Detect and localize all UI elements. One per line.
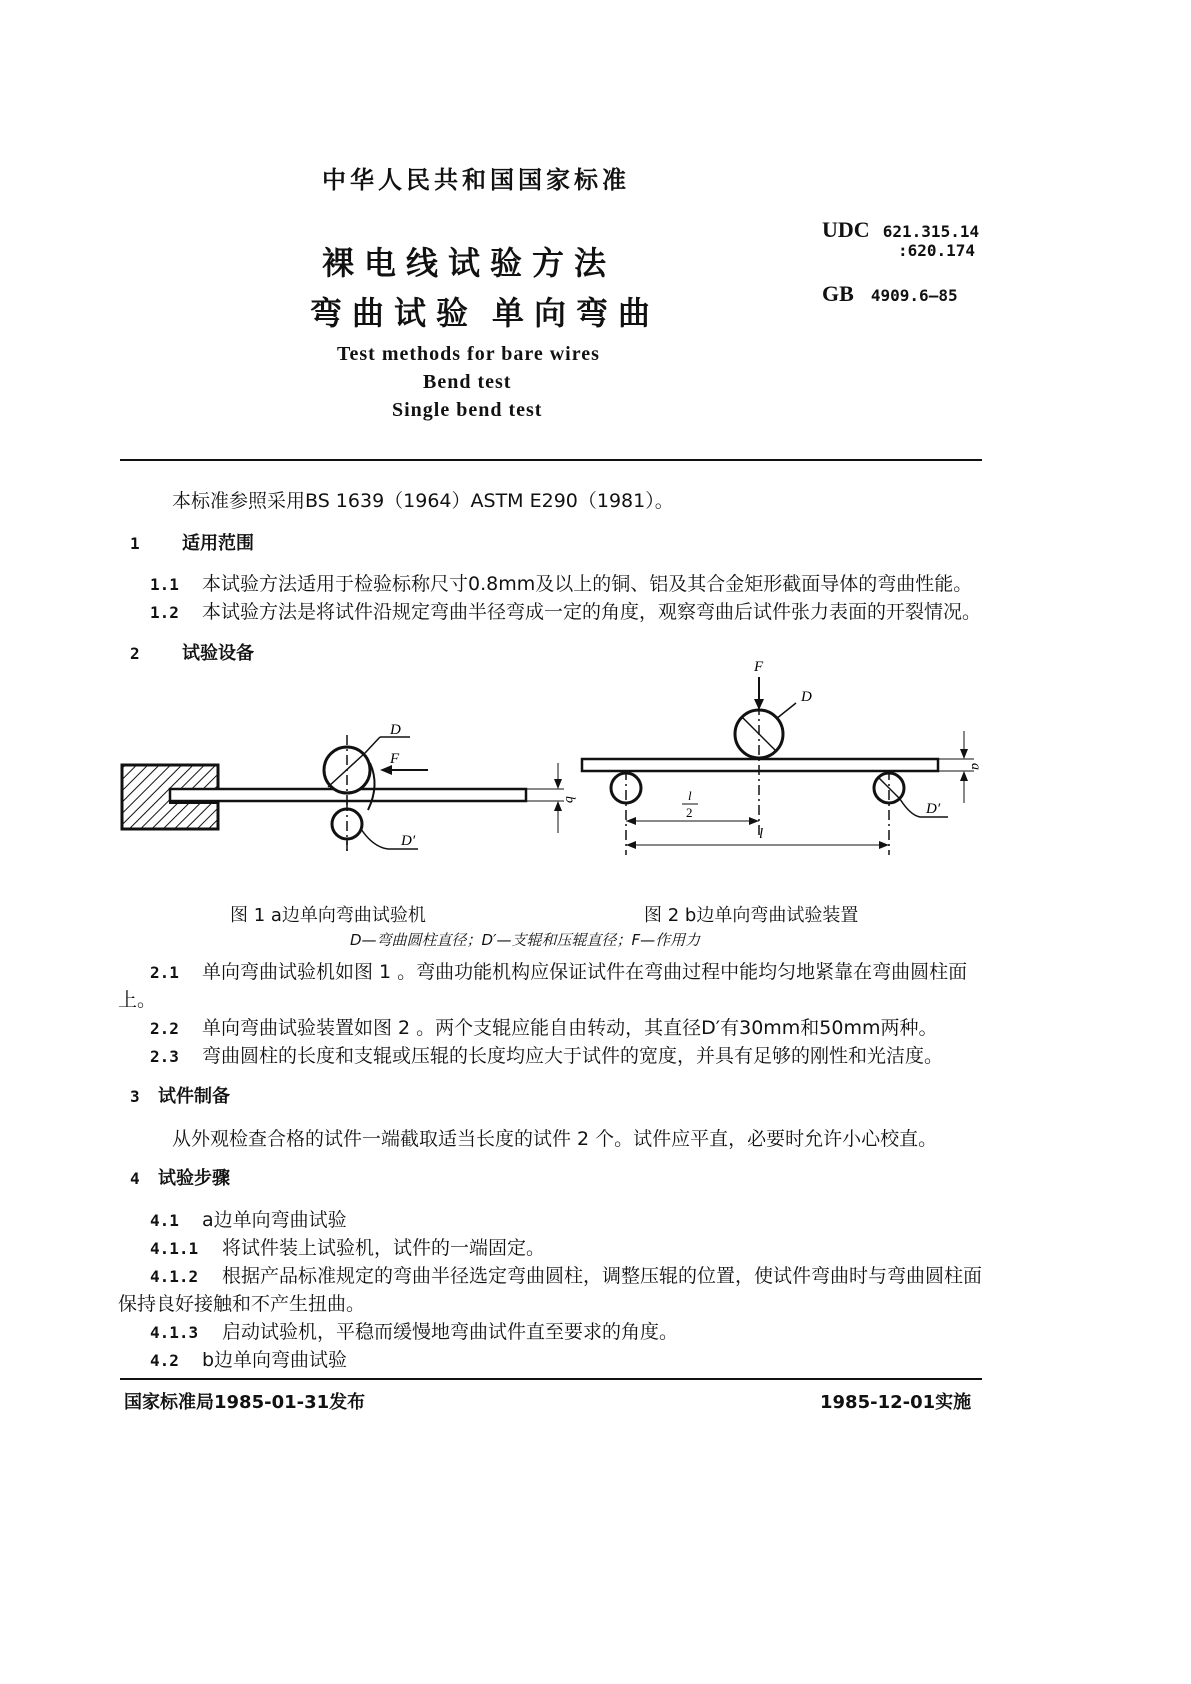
- para-number: 4.1.2: [150, 1267, 199, 1286]
- gb-code: 4909.6—85: [870, 286, 958, 305]
- section-number: 2: [130, 644, 140, 663]
- section-3-text: 从外观检查合格的试件一端截取适当长度的试件 2 个。试件应平直，必要时允许小心校直。: [172, 1128, 938, 1150]
- fig1-label-F: F: [390, 751, 400, 767]
- intro-text: 本标准参照采用BS 1639（1964）ASTM E290（1981）。: [172, 490, 674, 512]
- section-number: 4: [130, 1169, 140, 1188]
- udc-code-2: :620.174: [898, 241, 976, 260]
- fig1-label-D: D: [390, 722, 401, 738]
- published-date: 国家标准局1985-01-31发布: [124, 1392, 366, 1413]
- fig2-label-Dp: D′: [926, 801, 941, 817]
- para-number: 1.1: [150, 575, 179, 594]
- udc-code-1: 621.315.14: [882, 222, 980, 241]
- para-4-1-1: [150, 1233, 545, 1260]
- para-text: b边单向弯曲试验: [202, 1349, 348, 1371]
- para-4-1-2: [150, 1261, 982, 1288]
- para-text: 单向弯曲试验机如图 1 。弯曲功能机构应保证试件在弯曲过程中能均匀地紧靠在弯曲圆柱面: [202, 961, 968, 983]
- fig2-half-l-den: 2: [686, 805, 693, 820]
- section-title: 试验步骤: [158, 1168, 230, 1189]
- para-text: 根据产品标准规定的弯曲半径选定弯曲圆柱，调整压辊的位置，使试件弯曲时与弯曲圆柱面: [222, 1265, 983, 1287]
- title-cn-line2a: 弯曲试验: [310, 294, 479, 332]
- para-number: 4.1.3: [150, 1323, 199, 1342]
- issuer: 中华人民共和国国家标准: [322, 166, 630, 194]
- para-number: 2.2: [150, 1019, 179, 1038]
- section-1-heading: [130, 529, 254, 555]
- figure-2-diagram: [576, 655, 996, 865]
- fig1-label-b: b: [562, 796, 577, 803]
- figure-1-caption: 图 1 a边单向弯曲试验机: [230, 905, 426, 926]
- section-2-heading: [130, 639, 254, 665]
- fig2-label-l: l: [759, 826, 764, 842]
- title-en-2: Bend test: [423, 371, 512, 393]
- para-2-1: [150, 957, 967, 984]
- fig2-label-a: a: [968, 763, 983, 770]
- title-cn-line2b: 单向弯曲: [492, 294, 661, 332]
- para-2-1-cont: 上。: [118, 989, 157, 1011]
- para-text: 启动试验机，平稳而缓慢地弯曲试件直至要求的角度。: [222, 1321, 679, 1343]
- para-2-2: [150, 1013, 938, 1040]
- section-number: 1: [130, 534, 140, 553]
- para-text: 弯曲圆柱的长度和支辊或压辊的长度均应大于试件的宽度，并具有足够的刚性和光洁度。: [202, 1045, 944, 1067]
- section-title: 适用范围: [182, 533, 254, 554]
- para-number: 1.2: [150, 603, 179, 622]
- para-4-1-2-cont: 保持良好接触和不产生扭曲。: [118, 1293, 366, 1315]
- para-2-3: [150, 1041, 943, 1068]
- specimen: [582, 759, 938, 771]
- para-text: 将试件装上试验机，试件的一端固定。: [222, 1237, 546, 1259]
- para-number: 4.1.1: [150, 1239, 199, 1258]
- para-number: 4.1: [150, 1211, 179, 1230]
- section-number: 3: [130, 1087, 140, 1106]
- para-number: 4.2: [150, 1351, 179, 1370]
- para-1-2: [150, 597, 981, 624]
- figure-2-caption: 图 2 b边单向弯曲试验装置: [644, 905, 859, 926]
- para-1-1: [150, 569, 972, 596]
- title-cn-line1: 裸电线试验方法: [322, 244, 617, 282]
- para-text: 单向弯曲试验装置如图 2 。两个支辊应能自由转动，其直径D′有30mm和50mm两种。: [202, 1017, 938, 1039]
- title-en-3: Single bend test: [392, 399, 543, 421]
- footer-rule: [120, 1378, 982, 1380]
- section-title: 试验设备: [182, 643, 254, 664]
- fig1-label-Dp: D′: [401, 833, 416, 849]
- figure-legend: D—弯曲圆柱直径；D′—支辊和压辊直径；F—作用力: [350, 931, 701, 949]
- para-number: 2.1: [150, 963, 179, 982]
- para-4-2: [150, 1345, 347, 1372]
- udc-label: UDC: [822, 217, 870, 242]
- header-rule: [120, 459, 982, 461]
- para-text: a边单向弯曲试验: [202, 1209, 347, 1231]
- gb-block: [822, 281, 958, 307]
- effective-date: 1985-12-01实施: [820, 1392, 972, 1413]
- figure-1-diagram: [118, 715, 578, 865]
- fig2-half-l-num: l: [688, 788, 692, 803]
- section-title: 试件制备: [158, 1086, 230, 1107]
- para-number: 2.3: [150, 1047, 179, 1066]
- udc-block: [822, 217, 979, 243]
- fig2-label-F: F: [754, 659, 764, 675]
- para-text: 本试验方法适用于检验标称尺寸0.8mm及以上的铜、铝及其合金矩形截面导体的弯曲性能。: [202, 573, 973, 595]
- title-en-1: Test methods for bare wires: [337, 343, 600, 365]
- gb-label: GB: [822, 281, 854, 306]
- para-4-1: [150, 1205, 347, 1232]
- para-text: 本试验方法是将试件沿规定弯曲半径弯成一定的角度，观察弯曲后试件张力表面的开裂情况。: [202, 601, 982, 623]
- para-4-1-3: [150, 1317, 678, 1344]
- fig2-label-D: D: [801, 689, 812, 705]
- section-3-heading: [130, 1082, 230, 1108]
- section-4-heading: [130, 1164, 230, 1190]
